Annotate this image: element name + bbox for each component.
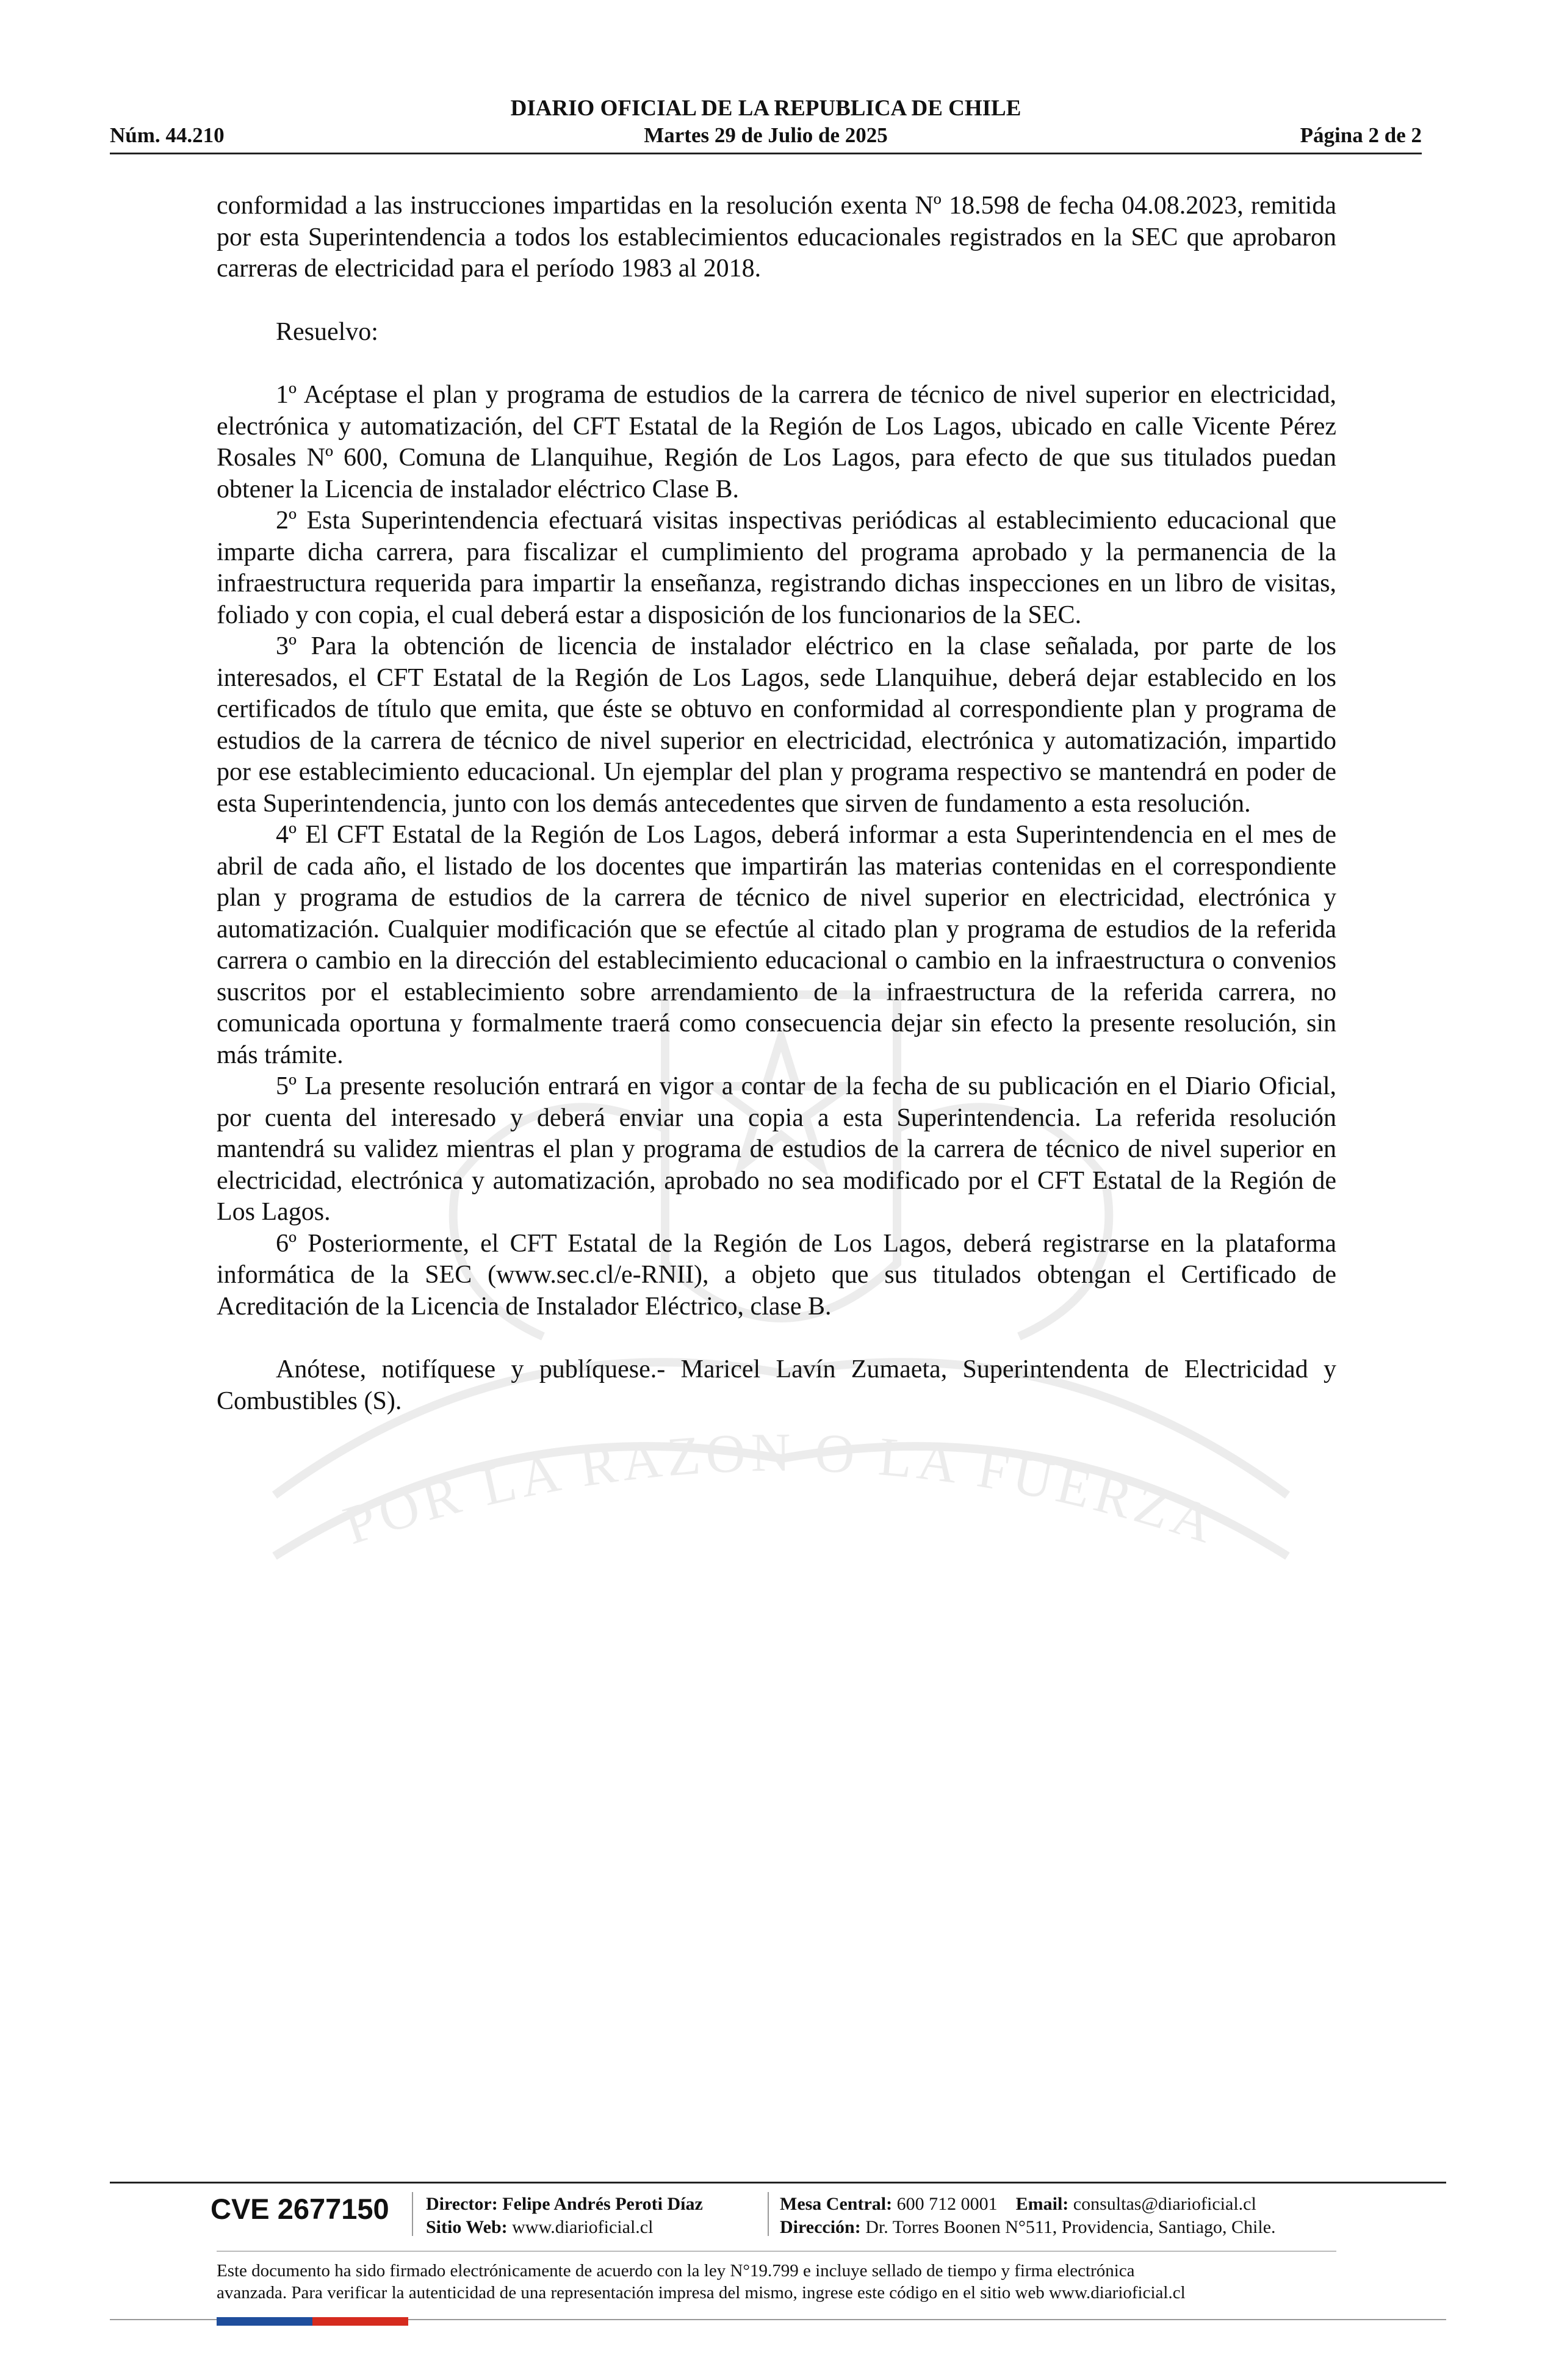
footer-separator bbox=[412, 2192, 413, 2236]
flag-stripe-red bbox=[312, 2317, 408, 2326]
page-header bbox=[110, 92, 1422, 159]
website-label: Sitio Web: bbox=[426, 2217, 508, 2237]
newspaper-title: DIARIO OFICIAL DE LA REPUBLICA DE CHILE bbox=[510, 96, 1021, 121]
footer-separator bbox=[768, 2192, 769, 2236]
closing-signature: Anótese, notifíquese y publíquese.- Maricel Lavín Zumaeta, Superintendenta de Electricidad y Combustibles (S). bbox=[217, 1355, 1336, 1415]
footer-director-block bbox=[426, 2193, 703, 2239]
phone-label: Mesa Central: bbox=[780, 2194, 893, 2214]
issue-number: Núm. 44.210 bbox=[110, 123, 225, 147]
article-4: 4º El CFT Estatal de la Región de Los Lagos, deberá informar a esta Superintendencia en el mes de abril de cada año, el listado de los docentes que impartirán las materias contenidas en el correspondiente plan y programa de estudios de la carrera de técnico de nivel superior en electricidad, electrónica y automatización. Cualquier modificación que se efectúe al citado plan y programa de estudios de la referida carrera o cambio en la dirección del establecimiento educacional o cambio en la infraestructura o convenios suscritos por el establecimiento sobre arrendamiento de la infraestructura de la referida carrera, no comunicada oportuna y formalmente traerá como consecuencia dejar sin efecto la presente resolución, sin más trámite. bbox=[217, 821, 1336, 1069]
issue-date: Martes 29 de Julio de 2025 bbox=[644, 123, 888, 147]
website-link[interactable]: www.diarioficial.cl bbox=[512, 2217, 654, 2237]
article-3: 3º Para la obtención de licencia de instalador eléctrico en la clase señalada, por parte de los interesados, el CFT Estatal de la Región de Los Lagos, sede Llanquihue, deberá dejar establecido en los certificados de título que emita, que éste se obtuvo en conformidad al correspondiente plan y programa de estudios de la carrera de técnico de nivel superior en electricidad, electrónica y automatización, impartido por ese establecimiento educacional. Un ejemplar del plan y programa respectivo se mantendrá en poder de esta Superintendencia, junto con los demás antecedentes que sirven de fundamento a esta resolución. bbox=[217, 632, 1336, 818]
footer-contact-block bbox=[780, 2193, 1276, 2239]
header-divider bbox=[110, 153, 1422, 154]
intro-paragraph: conformidad a las instrucciones impartidas en la resolución exenta Nº 18.598 de fecha 04.08.2023, remitida por esta Superintendencia a todos los establecimientos educacionales registrados en la SEC que aprobaron carreras de electricidad para el período 1983 al 2018. bbox=[217, 192, 1336, 283]
email-label: Email: bbox=[1015, 2194, 1069, 2214]
flag-stripe-blue bbox=[217, 2317, 312, 2326]
legal-line: Este documento ha sido firmado electrónicamente de acuerdo con la ley N°19.799 e incluye sellado de tiempo y firma electrónica bbox=[217, 2261, 1135, 2281]
footer-divider bbox=[110, 2182, 1446, 2183]
page-number: Página 2 de 2 bbox=[1300, 123, 1422, 147]
article-6: 6º Posteriormente, el CFT Estatal de la Región de Los Lagos, deberá registrarse en la plataforma informática de la SEC (www.sec.cl/e-RNII), a objeto que sus titulados obtengan el Certificado de Acreditación de la Licencia de Instalador Eléctrico, clase B. bbox=[217, 1229, 1336, 1321]
svg-text:POR LA RAZON O LA FUERZA bbox=[337, 1423, 1226, 1556]
article-5: 5º La presente resolución entrará en vigor a contar de la fecha de su publicación en el Diario Oficial, por cuenta del interesado y deberá enviar una copia a esta Superintendencia. La referida resolución mantendrá su validez mientras el plan y programa de estudios de la carrera de técnico de nivel superior en electricidad, electrónica y automatización, aprobado no sea modificado por el CFT Estatal de la Región de Los Lagos. bbox=[217, 1072, 1336, 1226]
resuelvo-heading: Resuelvo: bbox=[276, 317, 378, 346]
footer-inner-divider bbox=[217, 2251, 1336, 2252]
address-label: Dirección: bbox=[780, 2217, 861, 2237]
document-body bbox=[217, 190, 1336, 1417]
cve-code: CVE 2677150 bbox=[211, 2193, 389, 2225]
legal-line: avanzada. Para verificar la autenticidad de una representación impresa del mismo, ingrese este código en el sitio web www.diarioficial.cl bbox=[217, 2283, 1186, 2302]
article-2: 2º Esta Superintendencia efectuará visitas inspectivas periódicas al establecimiento educacional que imparte dicha carrera, para fiscalizar el cumplimiento del programa aprobado y la permanencia de la infraestructura requerida para impartir la enseñanza, registrando dichas inspecciones en un libro de visitas, foliado y con copia, el cual deberá estar a disposición de los funcionarios de la SEC. bbox=[217, 507, 1336, 629]
legal-notice bbox=[217, 2260, 1336, 2304]
address-text: Dr. Torres Boonen N°511, Providencia, Santiago, Chile. bbox=[865, 2217, 1276, 2237]
director-label: Director: bbox=[426, 2194, 498, 2214]
watermark-motto: POR LA RAZON O LA FUERZA bbox=[336, 1422, 1226, 1557]
article-1: 1º Acéptase el plan y programa de estudios de la carrera de técnico de nivel superior en electricidad, electrónica y automatización, del CFT Estatal de la Región de Los Lagos, ubicado en calle Vicente Pérez Rosales Nº 600, Comuna de Llanquihue, Región de Los Lagos, para efecto de que sus titulados puedan obtener la Licencia de instalador eléctrico Clase B. bbox=[217, 381, 1336, 503]
phone-number: 600 712 0001 bbox=[896, 2194, 998, 2214]
director-name: Felipe Andrés Peroti Díaz bbox=[502, 2194, 703, 2214]
email-link[interactable]: consultas@diarioficial.cl bbox=[1073, 2194, 1256, 2214]
